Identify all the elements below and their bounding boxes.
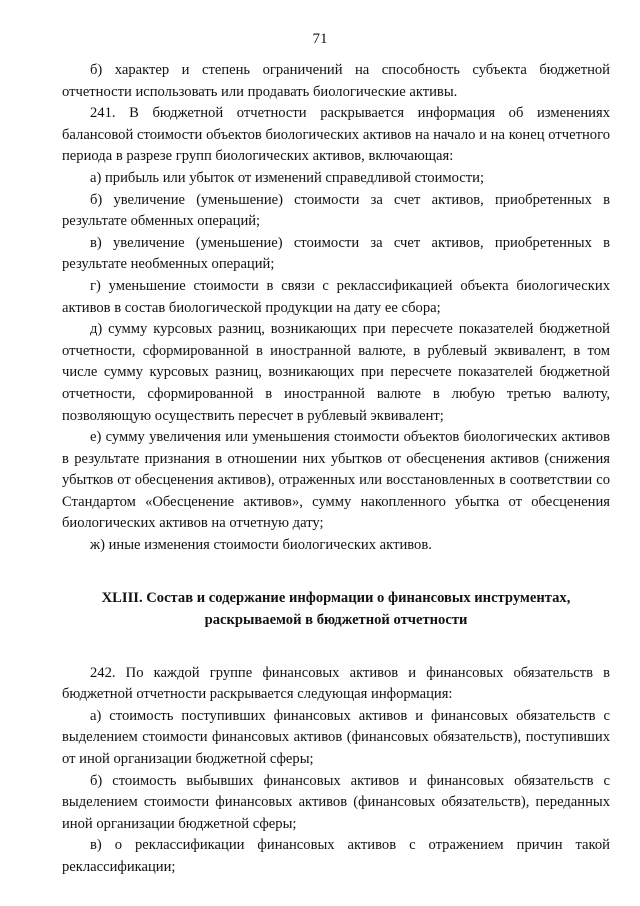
list-item-a-received: а) стоимость поступивших финансовых активов и финансовых обязательств с выделением стоимости финансовых активов (финансовых обязательств), поступивших от иной организации бюджетной сферы;: [62, 707, 610, 768]
list-item-b-disposed: б) стоимость выбывших финансовых активов и финансовых обязательств с выделением стоимости финансовых активов (финансовых обязательств), переданных иной организации бюджетной сферы;: [62, 772, 610, 832]
list-item-b-exchange: б) увеличение (уменьшение) стоимости за счет активов, приобретенных в результате обменных операций;: [62, 191, 610, 230]
list-item-a-fair-value: а) прибыль или убыток от изменений справедливой стоимости;: [90, 169, 485, 186]
page-number: 71: [312, 31, 328, 47]
paragraph-241: 241. В бюджетной отчетности раскрывается информация об изменениях балансовой стоимости объектов биологических активов на начало и на конец отчетного периода в разрезе групп биологических активов, включающая:: [62, 105, 610, 165]
list-item-v-reclassification: в) о реклассификации финансовых активов с отражением причин такой реклассификации;: [62, 837, 610, 875]
section-heading-line-2: раскрываемой в бюджетной отчетности: [204, 611, 468, 628]
section-heading-line-1: XLIII. Состав и содержание информации о финансовых инструментах,: [101, 589, 571, 606]
document-body: [62, 60, 610, 879]
list-item-g-reclassification: г) уменьшение стоимости в связи с реклассификацией объекта биологических активов в состав биологической продукции на дату ее сбора;: [62, 277, 610, 316]
list-item-e-impairment: е) сумму увеличения или уменьшения стоимости объектов биологических активов в результате признания в отношении них убытков от обесценения активов (снижения убытков от обесценения активов), отраженных или восстановленных в соответствии со Стандартом «Обесценение активов», сумму накопленного убытка от обесценения биологических активов на отчетную дату;: [62, 429, 610, 532]
paragraph-b-restrictions: б) характер и степень ограничений на способность субъекта бюджетной отчетности использовать или продавать биологические активы.: [62, 62, 610, 100]
paragraph-242: 242. По каждой группе финансовых активов и финансовых обязательств в бюджетной отчетности раскрывается следующая информация:: [62, 664, 610, 703]
list-item-v-non-exchange: в) увеличение (уменьшение) стоимости за счет активов, приобретенных в результате необменных операций;: [62, 234, 610, 273]
list-item-zh-other-changes: ж) иные изменения стоимости биологических активов.: [90, 537, 432, 554]
list-item-d-exchange-differences: д) сумму курсовых разниц, возникающих при пересчете показателей бюджетной отчетности, сформированной в иностранной валюте, в рублевый эквивалент, в том числе сумму курсовых разниц, возникающих при пересчете показателей бюджетной отчетности, сформированной в иностранной валюте в любую третью валюту, позволяющую осуществить пересчет в рублевый эквивалент;: [62, 321, 610, 424]
section-heading-xliii: [62, 587, 610, 631]
